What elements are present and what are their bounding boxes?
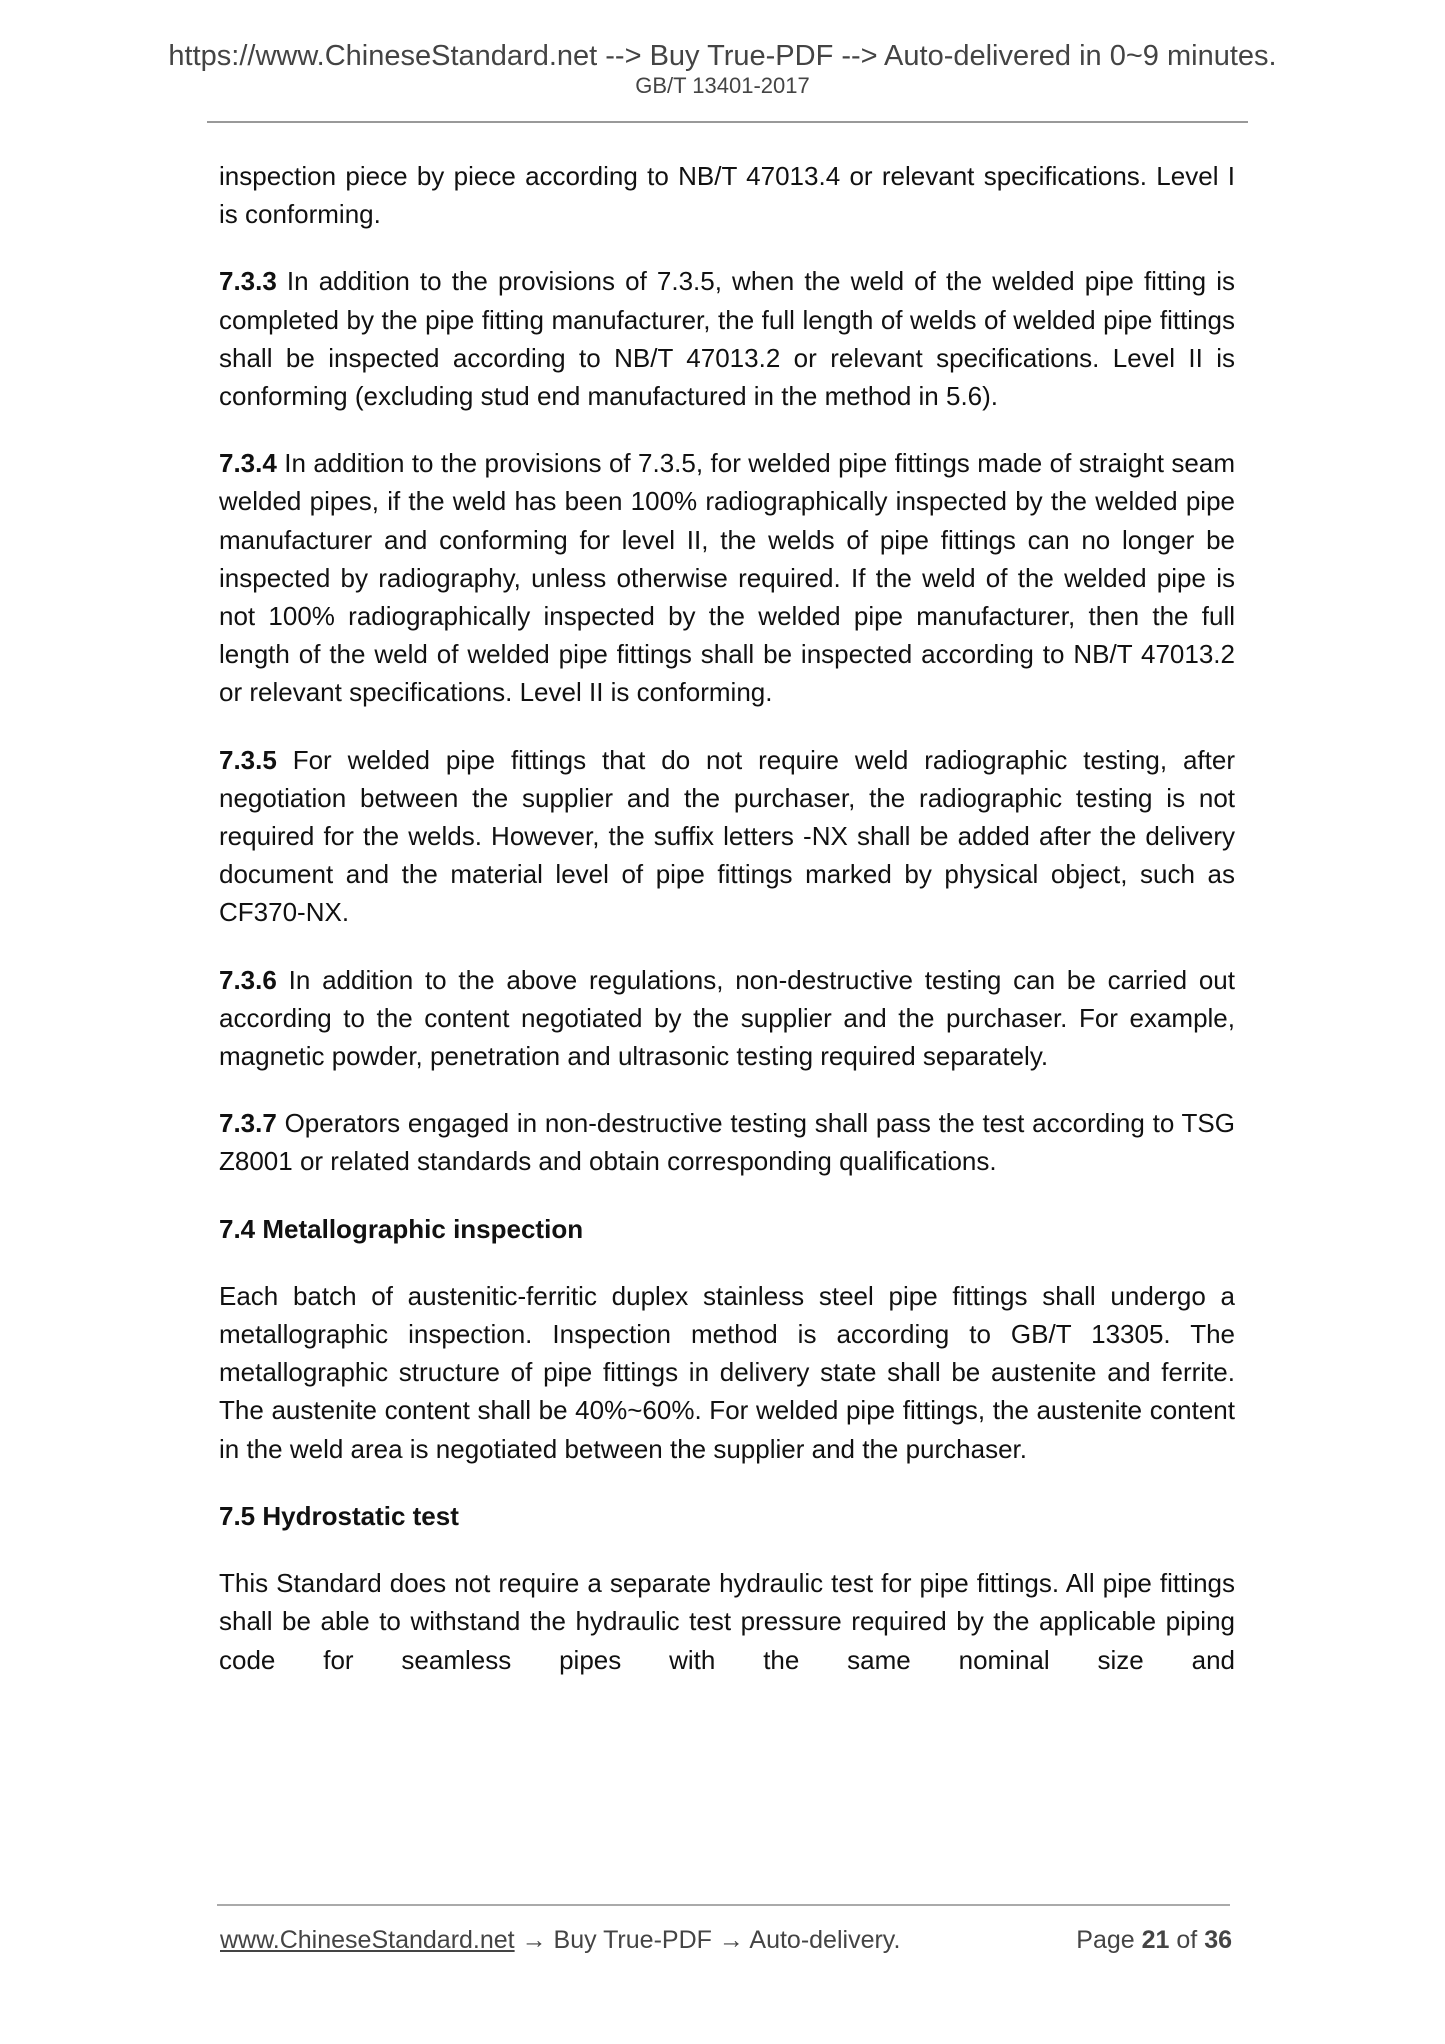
- clause-text: In addition to the provisions of 7.3.5, when the weld of the welded pipe fitting is completed by the pipe fitting manufacturer, the full length of welds of welded pipe fittings shall be inspected according to NB/T 47013.2 or relevant specifications. Level II is conforming (excluding stud end manufactured in the method in 5.6).: [219, 266, 1235, 412]
- clause-7-3-7: [219, 1104, 1235, 1180]
- page-indicator: [1076, 1926, 1232, 1955]
- clause-number: 7.3.3: [219, 266, 277, 297]
- clause-7-3-4: [219, 444, 1235, 711]
- header-divider: [207, 121, 1248, 123]
- footer-tagline: → Buy True-PDF → Auto-delivery.: [514, 1926, 901, 1954]
- page-label: Page: [1076, 1926, 1135, 1954]
- clause-7-3-6: [219, 961, 1235, 1076]
- paragraph-7-5: This Standard does not require a separate hydraulic test for pipe fittings. All pipe fittings shall be able to withstand the hydraulic test pressure required by the applicable piping code for seamless pipes with the same nominal size and: [219, 1568, 1235, 1675]
- page-number: 21: [1141, 1926, 1170, 1954]
- header-banner: https://www.ChineseStandard.net --> Buy True-PDF --> Auto-delivered in 0~9 minutes.: [168, 40, 1277, 72]
- clause-number: 7.3.5: [219, 744, 277, 775]
- section-heading-7-4: 7.4 Metallographic inspection: [219, 1213, 584, 1244]
- clause-number: 7.3.4: [219, 448, 277, 479]
- clause-7-3-5: [219, 741, 1235, 932]
- clause-number: 7.3.6: [219, 964, 277, 995]
- standard-id: GB/T 13401-2017: [635, 73, 810, 98]
- page-total: 36: [1204, 1926, 1232, 1954]
- page-content: [219, 157, 1235, 1708]
- paragraph-7-4: Each batch of austenitic-ferritic duplex stainless steel pipe fittings shall undergo a metallographic inspection. Inspection method is according to GB/T 13305. The metallographic structure of pipe fittings in delivery state shall be austenite and ferrite. The austenite content shall be 40%~60%. For welded pipe fittings, the austenite content in the weld area is negotiated between the supplier and the purchaser.: [219, 1280, 1235, 1464]
- paragraph-continued: inspection piece by piece according to NB/T 47013.4 or relevant specifications. Level I is conforming.: [219, 161, 1235, 230]
- footer-link[interactable]: www.ChineseStandard.net: [220, 1926, 515, 1954]
- clause-text: In addition to the above regulations, non-destructive testing can be carried out according to the content negotiated by the supplier and the purchaser. For example, magnetic powder, penetration and ultrasonic testing required separately.: [219, 964, 1235, 1072]
- clause-text: For welded pipe fittings that do not require weld radiographic testing, after negotiation between the supplier and the purchaser, the radiographic testing is not required for the welds. However, the suffix letters -NX shall be added after the delivery document and the material level of pipe fittings marked by physical object, such as CF370-NX.: [219, 744, 1235, 928]
- footer-divider: [217, 1904, 1230, 1906]
- of-label: of: [1176, 1926, 1198, 1954]
- clause-number: 7.3.7: [219, 1108, 277, 1139]
- section-heading-7-5: 7.5 Hydrostatic test: [219, 1500, 459, 1531]
- clause-text: Operators engaged in non-destructive testing shall pass the test according to TSG Z8001 or related standards and obtain corresponding qualifications.: [219, 1108, 1235, 1177]
- clause-7-3-3: [219, 262, 1235, 415]
- clause-text: In addition to the provisions of 7.3.5, for welded pipe fittings made of straight seam welded pipes, if the weld has been 100% radiographically inspected by the welded pipe manufacturer and conforming for level II, the welds of pipe fittings can no longer be inspected by radiography, unless otherwise required. If the weld of the welded pipe is not 100% radiographically inspected by the welded pipe manufacturer, then the full length of the weld of welded pipe fittings shall be inspected according to NB/T 47013.2 or relevant specifications. Level II is conforming.: [219, 448, 1235, 708]
- footer: [220, 1926, 1232, 1955]
